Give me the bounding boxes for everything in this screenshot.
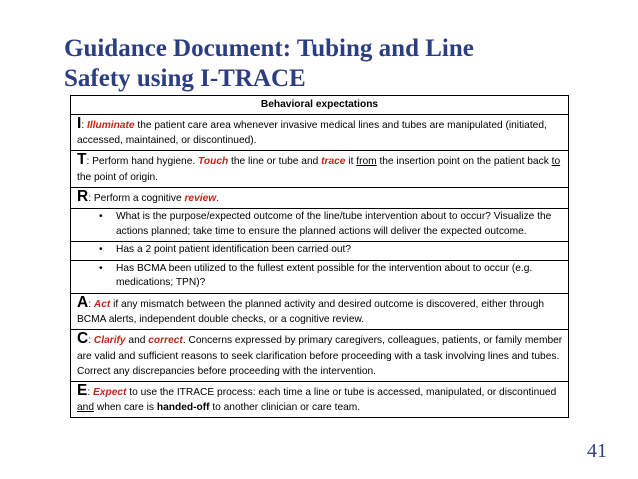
t-text-4: the insertion point on the patient back: [376, 156, 552, 168]
c-dot: .: [182, 335, 186, 347]
letter-a: A: [77, 293, 89, 311]
bullet-text: Has a 2 point patient identification been carried out?: [116, 244, 352, 256]
letter-i: I: [77, 115, 82, 132]
t-text-3: it: [345, 156, 357, 168]
t-text-2: the line or tube and: [228, 156, 322, 168]
e-text-2: when care is: [94, 402, 157, 414]
bullet-icon: •: [99, 211, 103, 223]
table-header: Behavioral expectations: [260, 99, 379, 110]
keyword-expect: Expect: [93, 387, 127, 398]
illuminate-text: the patient care area whenever invasive medical lines and tubes are manipulated (initiated, accessed, maintained, or discontinued).: [77, 120, 547, 147]
bullet-icon: •: [99, 262, 103, 274]
bullet-row-purpose: [71, 208, 568, 241]
keyword-correct: correct: [148, 335, 183, 347]
underline-and: and: [77, 402, 94, 414]
keyword-trace: trace: [321, 156, 346, 168]
title-line-2: Safety using I-TRACE: [64, 65, 306, 92]
row-act: [71, 293, 568, 329]
title-line-1: Guidance Document: Tubing and Line: [64, 35, 474, 62]
row-illuminate: [71, 114, 568, 150]
r-text-1: : Perform a cognitive: [88, 192, 185, 204]
e-text-3: to another clinician or care team.: [209, 402, 361, 414]
bullet-row-bcma: [71, 260, 568, 293]
underline-to: to: [551, 156, 561, 168]
keyword-review: review: [184, 192, 217, 204]
letter-e: E: [77, 382, 88, 399]
letter-c: C: [77, 330, 89, 348]
keyword-illuminate: Illuminate: [86, 120, 135, 131]
page-number: 41: [587, 440, 607, 462]
keyword-clarify: Clarify: [93, 335, 126, 347]
r-text-2: .: [216, 192, 220, 204]
sep: :: [88, 335, 94, 347]
t-text-5: the point of origin.: [77, 171, 158, 183]
underline-from: from: [356, 156, 377, 168]
clarify-text: Concerns expressed by primary caregivers, colleagues, patients, or family member are valid and sufficient reasons to seek clarification before proceeding with a task involving lines and tubes. Correct any discrepancies before proceeding with the intervention.: [77, 335, 563, 377]
row-review: [71, 187, 568, 208]
t-text-1: : Perform hand hygiene.: [86, 156, 199, 168]
keyword-act: Act: [93, 298, 111, 310]
bold-handed-off: handed-off: [156, 402, 210, 414]
expectations-table: [70, 95, 569, 418]
row-clarify: [71, 329, 568, 381]
row-expect: [71, 381, 568, 417]
sep: :: [87, 387, 94, 398]
row-touch-trace: [71, 150, 568, 186]
c-and: and: [125, 335, 149, 347]
sep: :: [81, 120, 87, 131]
e-text-1: to use the ITRACE process: each time a line or tube is accessed, manipulated, or discontinued: [126, 387, 557, 398]
bullet-text: What is the purpose/expected outcome of the line/tube intervention about to occur? Visualize the actions planned; take time to ensure the planned actions will deliver the expected outcome.: [116, 211, 552, 237]
bullet-row-identification: [71, 241, 568, 260]
bullet-icon: •: [99, 244, 103, 256]
page-title: [64, 34, 584, 94]
bullet-text: Has BCMA been utilized to the fullest extent possible for the intervention about to occur (e.g. medications; TPN)?: [116, 262, 533, 289]
sep: :: [88, 298, 94, 310]
keyword-touch: Touch: [198, 156, 229, 168]
letter-t: T: [77, 151, 87, 169]
letter-r: R: [77, 187, 89, 205]
act-text: if any mismatch between the planned activity and desired outcome is discovered, either through BCMA alerts, independent double checks, or a cognitive review.: [77, 298, 545, 326]
